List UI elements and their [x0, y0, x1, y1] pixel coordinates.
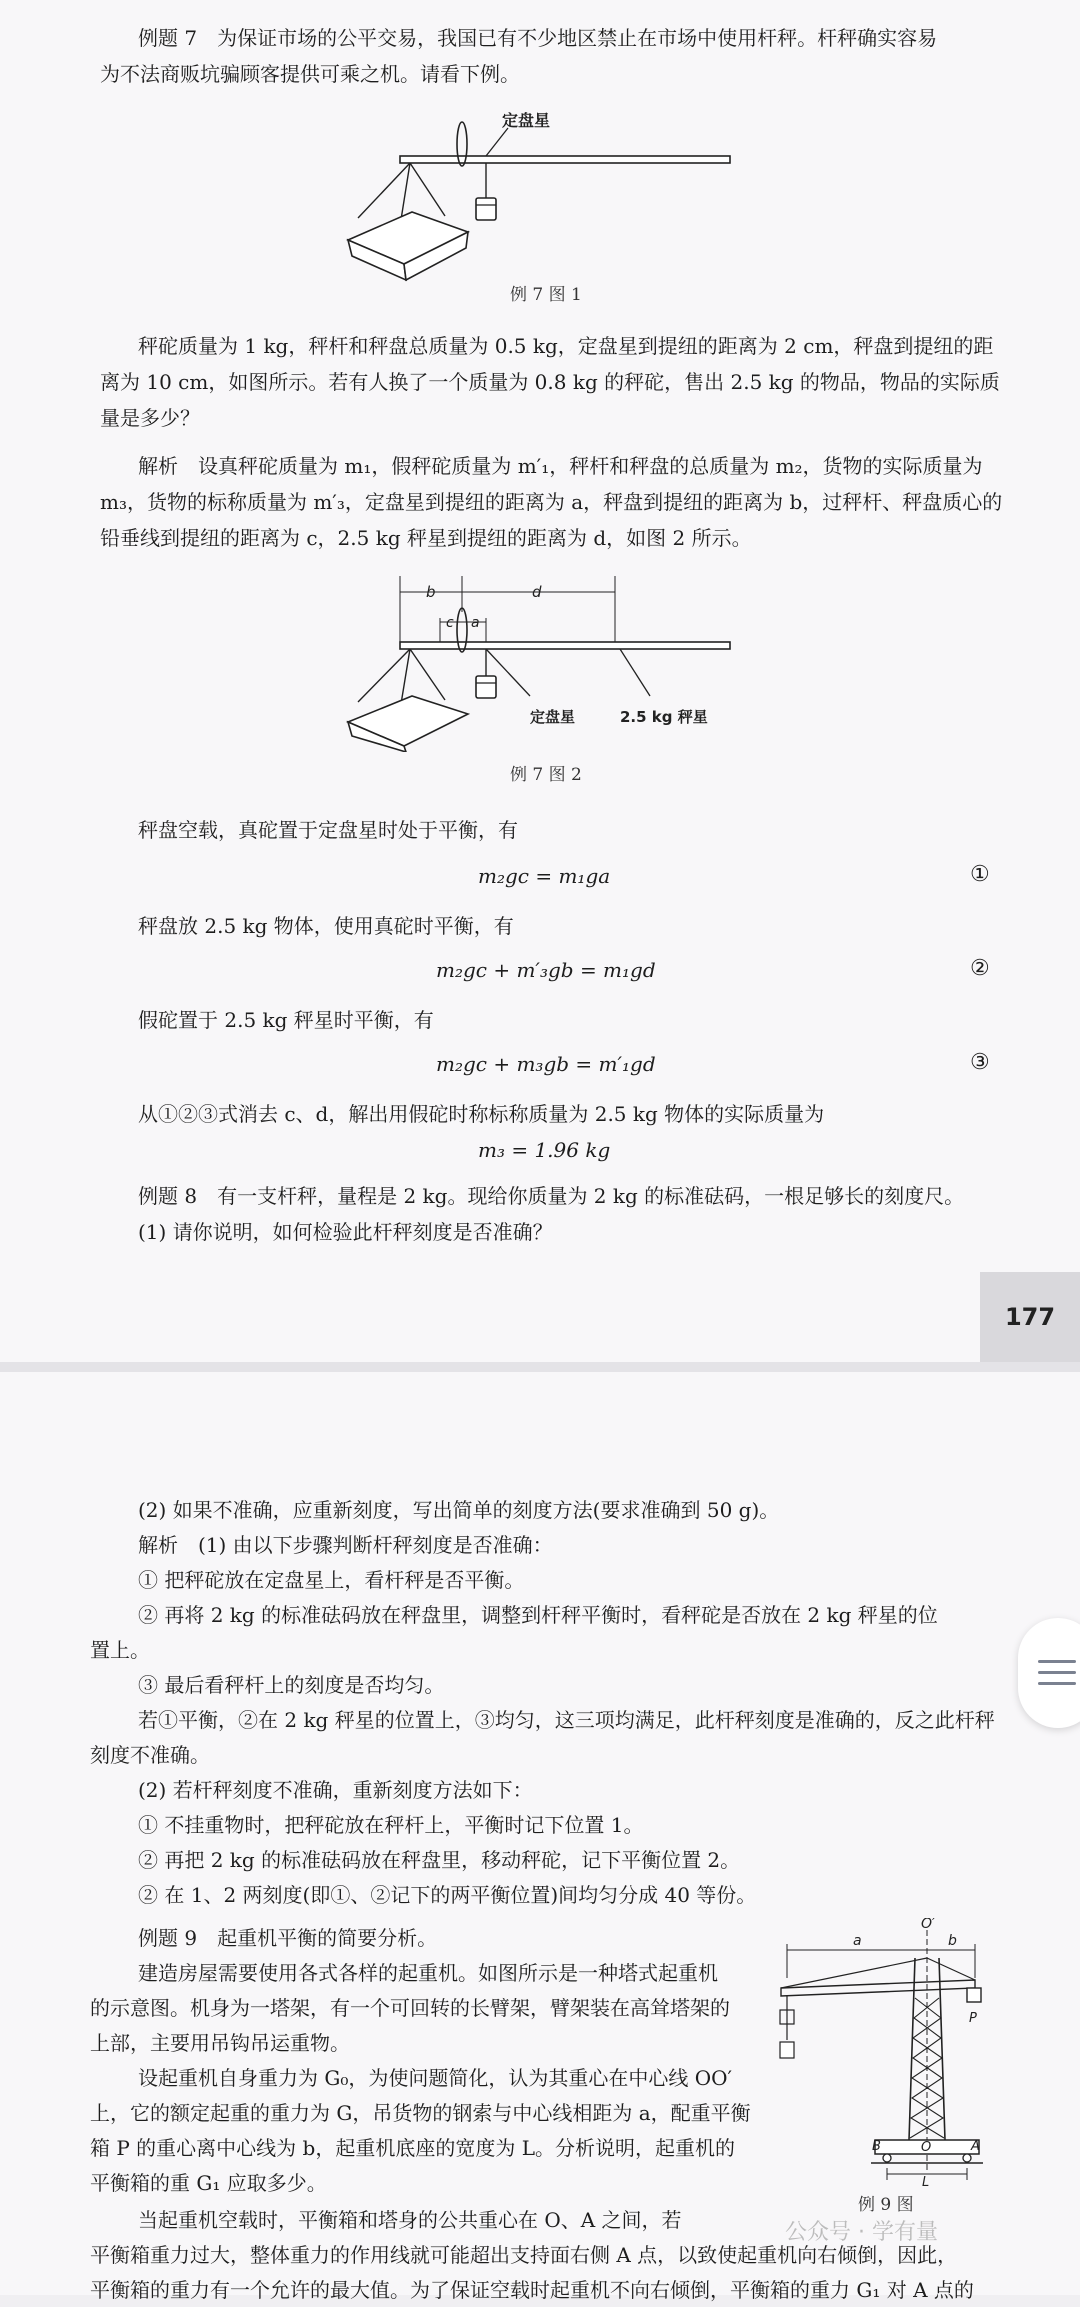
crane-label-O: O: [921, 2140, 932, 2155]
floating-menu-button[interactable]: [1018, 1618, 1080, 1728]
example9-line1: 建造房屋需要使用各式各样的起重机。如图所示是一种塔式起重机: [138, 1961, 718, 1985]
example9-line6: 箱 P 的重心离中心线为 b，起重机底座的宽度为 L。分析说明，起重机的: [90, 2136, 735, 2160]
example9-line4: 设起重机自身重力为 G₀，为使问题简化，认为其重心在中心线 OO′: [138, 2066, 733, 2090]
fig2-caption: 例 7 图 2: [510, 765, 582, 785]
p2-line6: ③ 最后看秤杆上的刻度是否均匀。: [138, 1673, 445, 1697]
fig1-caption: 例 7 图 1: [510, 285, 582, 305]
equation-1-number: ①: [970, 862, 990, 887]
p2-line1: (2) 如果不准确，应重新刻度，写出简单的刻度方法(要求准确到 50 g)。: [138, 1498, 780, 1522]
crane-label-L: L: [922, 2175, 930, 2188]
p2-line10: ① 不挂重物时，把秤砣放在秤杆上，平衡时记下位置 1。: [138, 1813, 644, 1837]
equation-3-number: ③: [970, 1050, 990, 1075]
example9-title: 例题 9 起重机平衡的简要分析。: [138, 1926, 438, 1950]
para1-line2: 离为 10 cm，如图所示。若有人换了一个质量为 0.8 kg 的秤砣，售出 2.5 kg 的物品，物品的实际质: [100, 370, 1000, 394]
line-fake-weight: 假砣置于 2.5 kg 秤星时平衡，有: [138, 1008, 434, 1032]
example7-intro-line1: 例题 7 为保证市场的公平交易，我国已有不少地区禁止在市场中使用杆秤。杆秤确实容易: [138, 26, 938, 50]
wechat-watermark: 公众号 · 学有量: [785, 2220, 938, 2245]
line-eliminate: 从①②③式消去 c、d，解出用假砣时称标称质量为 2.5 kg 物体的实际质量为: [138, 1102, 825, 1126]
example9-line2: 的示意图。机身为一塔架，有一个可回转的长臂架，臂架装在高耸塔架的: [90, 1996, 730, 2020]
solution-line1: 解析 设真秤砣质量为 m₁，假秤砣质量为 m′₁，秤杆和秤盘的总质量为 m₂，货物的实际质量为: [138, 454, 983, 478]
equation-3: m₂gc + m₃gb = m′₁gd: [436, 1052, 656, 1076]
fig9-caption: 例 9 图: [858, 2195, 914, 2215]
solution-line3: 铅垂线到提纽的距离为 c，2.5 kg 秤星到提纽的距离为 d，如图 2 所示。: [100, 526, 752, 550]
fig2-label-c: c: [446, 615, 454, 631]
equation-2: m₂gc + m′₃gb = m₁gd: [436, 958, 656, 982]
example9-line7: 平衡箱的重 G₁ 应取多少。: [90, 2171, 327, 2195]
hamburger-icon: [1038, 1656, 1078, 1690]
equation-4-result: m₃ = 1.96 kg: [478, 1138, 611, 1162]
crane-label-O-prime: O′: [921, 1918, 936, 1932]
fig1-label-dingpanxing: 定盘星: [502, 111, 551, 130]
crane-label-A: A: [971, 2139, 980, 2154]
p2-line5: 置上。: [90, 1638, 150, 1662]
solution-line2: m₃，货物的标称质量为 m′₃，定盘星到提纽的距离为 a，秤盘到提纽的距离为 b，过秤杆、秤盘质心的: [100, 490, 1003, 514]
p2-line9: (2) 若杆秤刻度不准确，重新刻度方法如下：: [138, 1778, 533, 1802]
equation-2-number: ②: [970, 956, 990, 981]
example9-line10: 平衡箱的重力有一个允许的最大值。为了保证空载时起重机不向右倾倒，平衡箱的重力 G₁ 对 A 点的: [90, 2278, 974, 2302]
fig2-label-2.5kg-star: 2.5 kg 秤星: [620, 708, 708, 726]
fig2-label-b: b: [426, 583, 436, 601]
p2-line4: ② 再将 2 kg 的标准砝码放在秤盘里，调整到杆秤平衡时，看秤砣是否放在 2 kg 秤星的位: [138, 1603, 938, 1627]
equation-1: m₂gc = m₁ga: [478, 864, 611, 888]
p2-line2: 解析 (1) 由以下步骤判断杆秤刻度是否准确：: [138, 1533, 553, 1557]
page-number: 177: [980, 1272, 1080, 1362]
example9-line5: 上，它的额定起重的重力为 G，吊货物的钢索与中心线相距为 a，配重平衡: [90, 2101, 751, 2125]
example7-intro-line2: 为不法商贩坑骗顾客提供可乘之机。请看下例。: [100, 62, 520, 86]
example8-line2: (1) 请你说明，如何检验此杆秤刻度是否准确？: [138, 1220, 553, 1244]
example9-line8: 当起重机空载时，平衡箱和塔身的公共重心在 O、A 之间，若: [138, 2208, 682, 2232]
crane-label-a: a: [853, 1933, 862, 1949]
scale-figure-1: [340, 108, 740, 288]
fig2-label-a: a: [471, 615, 480, 631]
page-gap: [0, 1362, 1080, 1372]
para1-line3: 量是多少？: [100, 406, 200, 430]
p2-line8: 刻度不准确。: [90, 1743, 210, 1767]
line-2.5kg-true: 秤盘放 2.5 kg 物体，使用真砣时平衡，有: [138, 914, 514, 938]
example9-line3: 上部，主要用吊钩吊运重物。: [90, 2031, 350, 2055]
crane-label-b: b: [948, 1933, 957, 1949]
p2-line7: 若①平衡，②在 2 kg 秤星的位置上，③均匀，这三项均满足，此杆秤刻度是准确的，反之此杆秤: [138, 1708, 995, 1732]
scale-figure-2: [340, 572, 740, 752]
fig2-label-dingpanxing: 定盘星: [530, 708, 576, 726]
example8-line1: 例题 8 有一支杆秤，量程是 2 kg。现给你质量为 2 kg 的标准砝码，一根足够长的刻度尺。: [138, 1184, 965, 1208]
crane-label-P: P: [969, 2011, 977, 2026]
p2-line3: ① 把秤砣放在定盘星上，看杆秤是否平衡。: [138, 1568, 525, 1592]
p2-line11: ② 再把 2 kg 的标准砝码放在秤盘里，移动秤砣，记下平衡位置 2。: [138, 1848, 741, 1872]
line-empty-pan: 秤盘空载，真砣置于定盘星时处于平衡，有: [138, 818, 518, 842]
example9-line9: 平衡箱重力过大，整体重力的作用线就可能超出支持面右侧 A 点，以致使起重机向右倾倒，因此，: [90, 2243, 958, 2267]
crane-figure: [775, 1918, 995, 2188]
para1-line1: 秤砣质量为 1 kg，秤杆和秤盘总质量为 0.5 kg，定盘星到提纽的距离为 2 cm，秤盘到提纽的距: [138, 334, 994, 358]
crane-label-B: B: [872, 2139, 881, 2154]
p2-line12: ② 在 1、2 两刻度(即①、②记下的两平衡位置)间均匀分成 40 等份。: [138, 1883, 757, 1907]
fig2-label-d: d: [532, 583, 542, 601]
